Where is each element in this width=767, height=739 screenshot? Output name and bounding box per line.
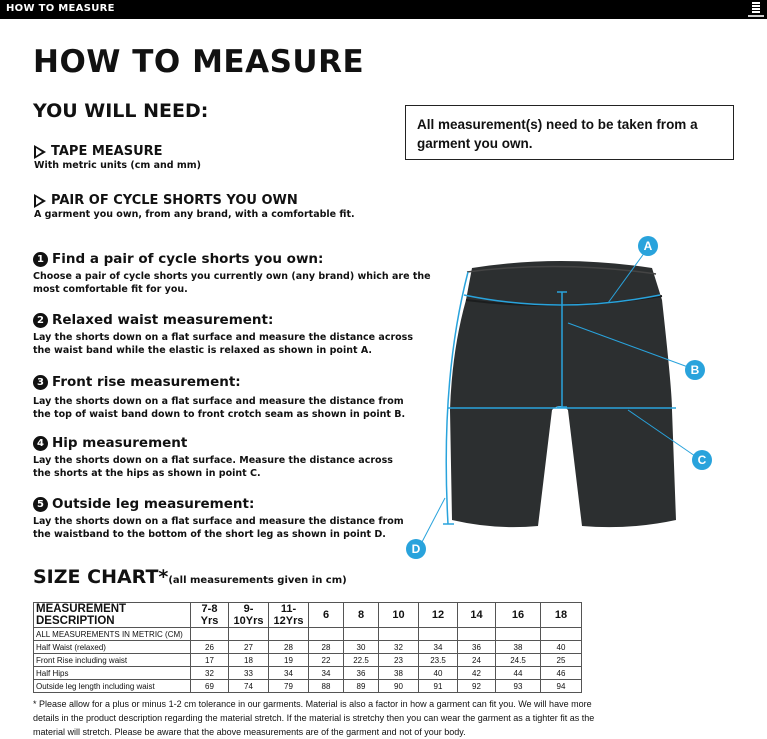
table-cell: 40 [541, 641, 582, 654]
svg-text:B: B [690, 363, 700, 377]
table-cell: 34 [419, 641, 458, 654]
table-cell: 28 [269, 641, 309, 654]
table-cell [269, 628, 309, 641]
marker-b [685, 360, 705, 380]
play-arrow-icon [34, 145, 46, 159]
step-2 [33, 312, 413, 357]
step-4 [33, 435, 413, 480]
step-desc: Lay the shorts down on a flat surface and measure the distance from the top of waist band down to front crotch seam as shown in point B. [33, 396, 406, 420]
step-desc: Choose a pair of cycle shorts you currently own (any brand) which are the most comfortable fit for you. [33, 271, 431, 295]
svg-text:C: C [697, 453, 707, 467]
table-cell [541, 628, 582, 641]
play-arrow-icon [34, 194, 46, 208]
size-chart-subtitle: (all measurements given in cm) [168, 575, 347, 586]
table-cell: 23.5 [419, 654, 458, 667]
table-cell: 18 [229, 654, 269, 667]
table-cell: 24.5 [496, 654, 541, 667]
step-title: Relaxed waist measurement: [52, 312, 274, 328]
table-cell: Half Waist (relaxed) [34, 641, 191, 654]
step-desc: Lay the shorts down on a flat surface and measure the distance from the waistband to the bottom of the short leg as shown in point D. [33, 516, 404, 540]
table-header-row [34, 603, 582, 628]
table-cell: 42 [458, 667, 496, 680]
need-item-label: PAIR OF CYCLE SHORTS YOU OWN [51, 193, 298, 208]
step-title: Outside leg measurement: [52, 496, 255, 512]
table-cell: ALL MEASUREMENTS IN METRIC (CM) [34, 628, 191, 641]
table-cell [458, 628, 496, 641]
table-cell: 34 [269, 667, 309, 680]
table-cell: 94 [541, 680, 582, 693]
column-header: 16 [496, 603, 541, 628]
table-cell [379, 628, 419, 641]
table-cell: 17 [191, 654, 229, 667]
you-will-need-heading: YOU WILL NEED: [33, 100, 209, 122]
asterisk: * [158, 566, 169, 588]
marker-c [692, 450, 712, 470]
size-chart-table [33, 602, 582, 693]
table-cell: 32 [379, 641, 419, 654]
column-header: 6 [309, 603, 344, 628]
table-cell: 40 [419, 667, 458, 680]
size-chart-title: SIZE CHART [33, 566, 159, 588]
table-cell: 88 [309, 680, 344, 693]
footnote: * Please allow for a plus or minus 1-2 cm tolerance in our garments. Material is also a factor in how a garment can fit you. We will have more details in the product description regarding the material stretch. If the material is stretchy then you can wear the garment as a tighter fit as the material will stretch. Please be aware that the above measurements are of the garment and not of your body. [33, 699, 595, 737]
step-3 [33, 374, 413, 421]
table-row [34, 680, 582, 693]
table-cell [229, 628, 269, 641]
table-cell: 93 [496, 680, 541, 693]
need-item-label: TAPE MEASURE [51, 144, 163, 159]
table-cell: 74 [229, 680, 269, 693]
column-header: 12 [419, 603, 458, 628]
table-cell: 30 [344, 641, 379, 654]
column-header: MEASUREMENT DESCRIPTION [34, 603, 191, 628]
table-cell [309, 628, 344, 641]
table-cell: 36 [458, 641, 496, 654]
table-cell: 44 [496, 667, 541, 680]
column-header: 11-12Yrs [269, 603, 309, 628]
need-item-shorts [34, 193, 355, 221]
table-row [34, 641, 582, 654]
step-number-icon: 1 [33, 252, 48, 267]
column-header: 7-8 Yrs [191, 603, 229, 628]
table-cell: 28 [309, 641, 344, 654]
table-cell: 24 [458, 654, 496, 667]
table-cell: 23 [379, 654, 419, 667]
table-cell [496, 628, 541, 641]
marker-a [638, 236, 658, 256]
table-cell: 91 [419, 680, 458, 693]
table-cell: 38 [496, 641, 541, 654]
top-bar [0, 0, 767, 19]
table-cell: 25 [541, 654, 582, 667]
table-row [34, 628, 582, 641]
step-title: Front rise measurement: [52, 374, 241, 390]
table-cell: 33 [229, 667, 269, 680]
need-item-desc: With metric units (cm and mm) [34, 160, 201, 171]
top-bar-title: HOW TO MEASURE [6, 3, 115, 14]
column-header: 18 [541, 603, 582, 628]
table-cell: 26 [191, 641, 229, 654]
svg-text:A: A [643, 239, 653, 253]
table-cell [419, 628, 458, 641]
size-chart-heading [33, 566, 347, 588]
table-cell: 69 [191, 680, 229, 693]
step-5 [33, 496, 413, 541]
table-cell: Half Hips [34, 667, 191, 680]
step-title: Hip measurement [52, 435, 188, 451]
table-row [34, 654, 582, 667]
table-cell: 34 [309, 667, 344, 680]
shorts-diagram [400, 230, 730, 570]
need-item-desc: A garment you own, from any brand, with a comfortable fit. [34, 209, 355, 220]
table-cell: 79 [269, 680, 309, 693]
marker-d [406, 539, 426, 559]
table-cell: 38 [379, 667, 419, 680]
step-desc: Lay the shorts down on a flat surface. Measure the distance across the shorts at the hips as shown in point C. [33, 455, 393, 479]
table-cell: 90 [379, 680, 419, 693]
table-cell: 22 [309, 654, 344, 667]
column-header: 14 [458, 603, 496, 628]
table-cell: 46 [541, 667, 582, 680]
table-cell: 89 [344, 680, 379, 693]
brand-logo [748, 1, 764, 18]
column-header: 9-10Yrs [229, 603, 269, 628]
table-cell: Front Rise including waist [34, 654, 191, 667]
note-box: All measurement(s) need to be taken from a garment you own. [405, 105, 734, 160]
column-header: 8 [344, 603, 379, 628]
table-cell: 19 [269, 654, 309, 667]
step-number-icon: 3 [33, 375, 48, 390]
step-number-icon: 5 [33, 497, 48, 512]
page-title: HOW TO MEASURE [33, 44, 365, 80]
shorts-illustration [450, 261, 676, 527]
table-cell: Outside leg length including waist [34, 680, 191, 693]
step-title: Find a pair of cycle shorts you own: [52, 251, 324, 267]
step-number-icon: 2 [33, 313, 48, 328]
table-cell: 92 [458, 680, 496, 693]
table-cell [344, 628, 379, 641]
table-cell [191, 628, 229, 641]
step-number-icon: 4 [33, 436, 48, 451]
column-header: 10 [379, 603, 419, 628]
need-item-tape [34, 144, 201, 172]
svg-text:D: D [411, 542, 421, 556]
table-row [34, 667, 582, 680]
step-1 [33, 251, 453, 296]
step-desc: Lay the shorts down on a flat surface and measure the distance across the waist band while the elastic is relaxed as shown in point A. [33, 332, 413, 356]
table-cell: 27 [229, 641, 269, 654]
table-cell: 36 [344, 667, 379, 680]
table-cell: 32 [191, 667, 229, 680]
table-cell: 22.5 [344, 654, 379, 667]
